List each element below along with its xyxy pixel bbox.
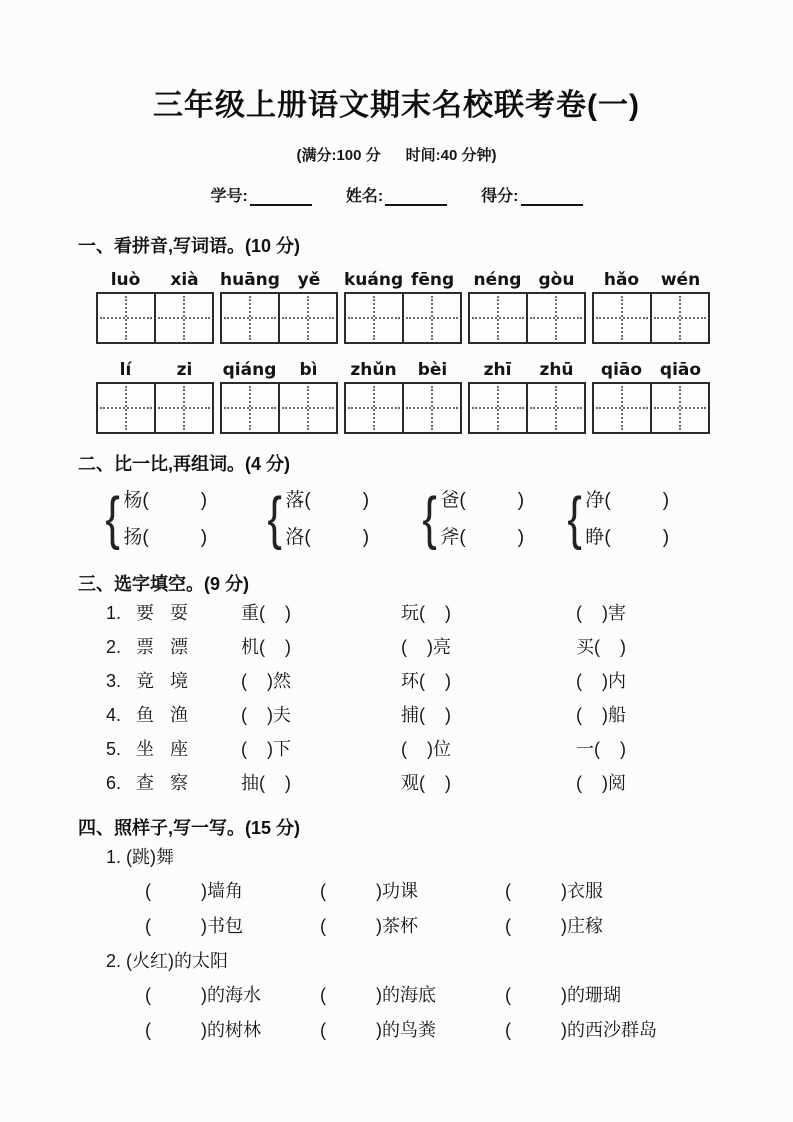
fill-row [106,630,715,664]
writing-grid [96,382,214,434]
row-number: 3. [106,671,122,691]
fill-item: 买( ) [576,637,626,657]
pinyin-syllable: zhǔn [350,360,397,380]
score-field [481,183,582,206]
phrase-item: ( )的树林 [145,1020,261,1040]
pinyin-syllable: hǎo [603,270,640,290]
char-pair: { 落 ( ) 洛 ( ) [265,482,420,556]
pinyin-syllable: huāng [220,270,280,290]
fill-item: ( )阅 [576,773,626,793]
section1-heading: 一、看拼音,写词语。(10 分) [78,236,301,256]
phrase-row [145,874,715,909]
pair-char: 睁 [585,527,605,548]
student-id-field [210,183,311,206]
writing-cell [594,384,652,432]
char-pair: { 爸 ( ) 斧 ( ) [420,482,565,556]
pinyin-syllable: zhū [539,360,574,380]
pinyin-syllable: qiāo [600,360,643,380]
brace-icon: { [567,486,582,551]
writing-cell [156,384,212,432]
fill-item: 观( ) [401,773,451,793]
brace-icon: { [105,486,120,551]
phrase-item: ( )墙角 [145,881,243,901]
writing-grid [96,292,214,344]
writing-cell [346,384,404,432]
writing-cell [222,294,280,342]
pair-char: 爸 [440,490,460,511]
writing-cell [404,384,460,432]
pinyin-row-2 [96,360,710,434]
writing-cell [470,294,528,342]
phrase-item: ( )功课 [320,881,418,901]
writing-cell [222,384,280,432]
student-name-blank [385,191,447,206]
pair-char: 杨 [123,490,143,511]
fill-item: ( )害 [576,603,626,623]
student-name-label: 姓名: [345,188,384,205]
student-id-blank [250,191,312,206]
phrase-item: ( )书包 [145,916,243,936]
fill-item: ( )下 [241,739,291,759]
writing-cell [528,384,584,432]
fill-item: ( )船 [576,705,626,725]
pinyin-grid-group [344,270,462,344]
pinyin-grid-group [220,360,338,434]
writing-cell [98,384,156,432]
fill-item: 一( ) [576,739,626,759]
score-label: 得分: [481,188,519,205]
writing-grid [468,382,586,434]
student-info-row [78,183,715,206]
writing-cell [156,294,212,342]
pinyin-syllable: xià [170,270,199,290]
fill-item: ( )夫 [241,705,291,725]
pinyin-syllable: bì [299,360,318,380]
phrase-item: ( )衣服 [505,881,603,901]
fill-item: 机( ) [241,637,291,657]
phrase-item: ( )的海底 [320,985,436,1005]
option-chars: 票 漂 [136,637,191,657]
phrase-item: ( )庄稼 [505,916,603,936]
exam-meta: (满分:100 分 时间:40 分钟) [296,147,497,164]
fill-item: ( )内 [576,671,626,691]
pinyin-grid-group [468,270,586,344]
writing-cell [528,294,584,342]
compare-pairs-row [103,482,715,556]
row-number: 2. [106,637,122,657]
option-chars: 竟 境 [136,671,191,691]
row-number: 6. [106,773,122,793]
pinyin-grid-group [592,360,710,434]
writing-cell [470,384,528,432]
writing-grid [220,292,338,344]
pinyin-syllable: luò [110,270,141,290]
fill-item: 重( ) [241,603,291,623]
writing-grid [592,382,710,434]
writing-cell [652,294,708,342]
row-number: 5. [106,739,122,759]
char-pair: { 杨 ( ) 扬 ( ) [103,482,265,556]
example-phrase: 1. (跳)舞 [106,847,175,867]
fill-row [106,732,715,766]
student-name-field [346,183,447,206]
fill-item: 玩( ) [401,603,451,623]
phrase-item: ( )的海水 [145,985,261,1005]
pinyin-grid-group [96,270,214,344]
phrase-item: ( )的鸟粪 [320,1020,436,1040]
row-number: 1. [106,603,122,623]
pair-char: 洛 [285,527,305,548]
brace-icon: { [267,486,282,551]
pinyin-syllable: zhī [483,360,512,380]
pinyin-grid-group [468,360,586,434]
fill-row [106,596,715,630]
writing-cell [346,294,404,342]
pinyin-syllable: yě [297,270,321,290]
phrase-item: ( )茶杯 [320,916,418,936]
pair-char: 扬 [123,527,143,548]
pinyin-syllable: qiāo [659,360,702,380]
pinyin-syllable: fēng [410,270,455,290]
option-chars: 坐 座 [136,739,191,759]
pinyin-grid-group [220,270,338,344]
writing-cell [652,384,708,432]
option-chars: 要 耍 [136,603,191,623]
pinyin-syllable: gòu [538,270,575,290]
pinyin-syllable: kuáng [344,270,404,290]
phrase-row [145,1013,715,1048]
pinyin-syllable: zi [176,360,193,380]
pinyin-grid-group [344,360,462,434]
phrase-row [145,978,715,1013]
writing-grid [344,382,462,434]
fill-item: ( )然 [241,671,291,691]
writing-cell [594,294,652,342]
writing-grid [220,382,338,434]
fill-row [106,698,715,732]
section3-heading: 三、选字填空。(9 分) [78,574,249,594]
fill-item: 捕( ) [401,705,451,725]
pinyin-grid-group [96,360,214,434]
fill-item: 环( ) [401,671,451,691]
fill-item: ( )位 [401,739,451,759]
fill-item: 抽( ) [241,773,291,793]
writing-cell [98,294,156,342]
pair-char: 落 [285,490,305,511]
fill-item: ( )亮 [401,637,451,657]
char-pair: { 净 ( ) 睁 ( ) [565,482,669,556]
fill-row [106,766,715,800]
phrase-item: ( )的珊瑚 [505,985,621,1005]
writing-grid [344,292,462,344]
phrase-item: ( )的西沙群岛 [505,1020,657,1040]
pinyin-syllable: lí [119,360,132,380]
phrase-row [145,909,715,944]
writing-cell [404,294,460,342]
writing-cell [280,294,336,342]
row-number: 4. [106,705,122,725]
pair-char: 净 [585,490,605,511]
pinyin-syllable: qiáng [222,360,277,380]
pinyin-syllable: néng [473,270,522,290]
writing-grid [468,292,586,344]
writing-grid [592,292,710,344]
pinyin-syllable: bèi [417,360,448,380]
option-chars: 查 察 [136,773,191,793]
brace-icon: { [422,486,437,551]
score-blank [521,191,583,206]
pinyin-grid-group [592,270,710,344]
section4-heading: 四、照样子,写一写。(15 分) [78,818,301,838]
pinyin-row-1 [96,270,710,344]
option-chars: 鱼 渔 [136,705,191,725]
pinyin-syllable: wén [660,270,701,290]
page-title: 三年级上册语文期末名校联考卷(一) [153,89,640,122]
fill-row [106,664,715,698]
section2-heading: 二、比一比,再组词。(4 分) [78,454,290,474]
writing-cell [280,384,336,432]
example-phrase: 2. (火红)的太阳 [106,951,229,971]
student-id-label: 学号: [210,188,248,205]
pair-char: 斧 [440,527,460,548]
